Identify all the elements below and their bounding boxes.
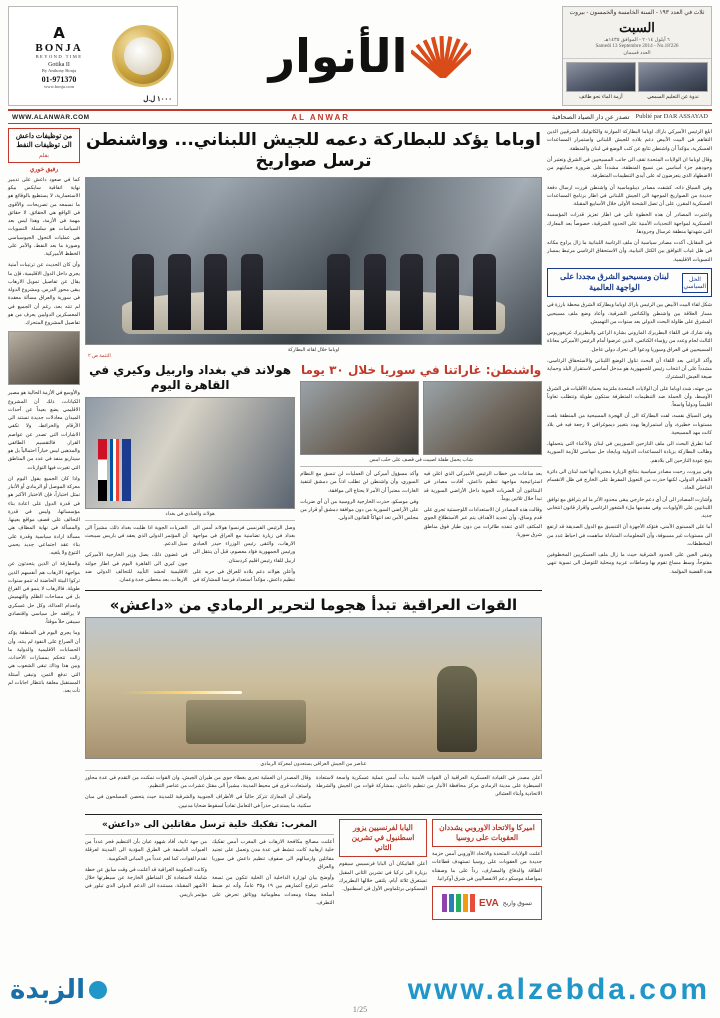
ad-sublabel: تسوق واربح xyxy=(502,900,533,907)
iraq-headline[interactable]: القوات العراقية تبدأ هجوما لتحرير الرمادي من «داعش» xyxy=(109,595,518,614)
iraq-photo-caption: عناصر من الجيش العراقي يستعدون لمعركة الرمادي xyxy=(260,761,367,767)
iraq-block xyxy=(85,596,542,810)
newspaper-logo-arabic: الأنوار xyxy=(268,29,408,83)
watch-product-image xyxy=(112,25,174,87)
hollande-para: وأعلن هولاند دعم بلاده للعراق في حربه على تنظيم داعش، مؤكداً استعداد فرنسا للمشاركة في الضربات الجوية اذا طلبت بغداد ذلك، مشيراً الى أن المؤتمر الدولي الذي يعقد في باريس سيبحث سبل الدعم. xyxy=(85,524,296,584)
newspaper-logo-english: AL ANWAR xyxy=(291,112,351,122)
lead-photo xyxy=(85,177,542,345)
opinion-body xyxy=(8,176,80,328)
iraq-photo-soldier xyxy=(437,666,477,752)
hollande-para: وصل الرئيس الفرنسي فرنسوا هولاند أمس الى بغداد في زيارة تضامنية مع العراق في مواجهة الارهاب، والتقى رئيس الوزراء حيدر العبادي ورئيس الجمهورية فؤاد معصوم، قبل أن ينتقل الى اربيل للقاء رئيس اقليم كردستان. xyxy=(192,524,296,564)
iraq-para: أعلن مصدر في القيادة العسكرية العراقية أن القوات الأمنية بدأت أمس عملية عسكرية واسعة لاستعادة السيطرة على مدينة الرمادي مركز محافظة الأنبار من تنظيم داعش، بمشاركة قوات من الجيش والشرطة الاتحادية وأبناء العشائر. xyxy=(316,774,542,798)
hollande-headline[interactable]: هولاند في بغداد واربيل وكيري في القاهرة اليوم xyxy=(89,362,292,393)
left-column xyxy=(547,128,712,928)
left-para: وأكد الراعي بعد اللقاء أن البحث تناول الوضع اللبناني والاستحقاق الرئاسي، مشدداً على أن انتخاب رئيس للجمهورية هو مدخل أساسي لاستقرار البلد وحماية صيغة العيش المشترك. xyxy=(547,357,712,381)
lead-photo-figures xyxy=(86,178,541,344)
france-block xyxy=(339,819,427,920)
left-para: وقال اوباما ان الولايات المتحدة تقف الى جانب المسيحيين في الشرق وتعتبر أن وجودهم جزء أساسي من نسيج المنطقة، مشدداً على ضرورة حمايتهم من الاضطهاد الذي يتعرضون له على أيدي التنظيمات المتطرفة. xyxy=(547,156,712,180)
lebanon-feature-body xyxy=(547,301,712,576)
ad-color-bars-icon xyxy=(442,894,475,912)
lebanon-feature-tab: الحل السياسي xyxy=(682,273,708,293)
iraq-extra-para: من جهة ثانية، أفاد شهود عيان بأن التنظيم فجر عدداً من العبوات الناسفة في الطرق المؤدية الى المدينة لعرقلة تقدم القوات، كما لغم عدداً من المباني الحكومية. xyxy=(85,839,207,862)
dateline-date-french: Samedi 13 Septembre 2014 - No.18'226 xyxy=(595,43,679,50)
opinion-para: والأوسع في الأزمة الحالية هو مصير الكيانات، ذلك أن المشروع الاقليمي يضع بعيداً عن أحداث الميدان معادلات جديدة تستند الى الأرقام والخرائط، ولا تكفي الاشارات التي تصدر عن عواصم القرار. فالتقسيم الطائفي والمذهبي ليس خياراً احتمالياً بل هو سيناريو منفذ في عدد من المناطق التي تغيرت فيها التوازنات. xyxy=(8,390,80,471)
opinion-title: من توظيفات داعش الى توظيفات النفط xyxy=(15,132,73,150)
thumb-image-1 xyxy=(566,62,636,92)
left-para: وتبقى العين على الحدود الشرقية حيث ما زال ملف العسكريين المخطوفين مفتوحاً، وسط مساع تقوم بها وساطات عربية ومحلية للتوصل الى تسوية تنهي هذه القضية المؤلمة. xyxy=(547,552,712,575)
left-para: كما تطرق البحث الى ملف النازحين السوريين في لبنان والأعباء التي يتحملها، وطالب البطاركة بزيادة المساعدات الدولية وبايجاد حل سياسي للأزمة السورية يتيح عودة النازحين الى بلادهم. xyxy=(547,441,712,464)
hollande-photo-caption: هولاند والعبادي في بغداد xyxy=(165,511,215,517)
left-top-text xyxy=(547,128,712,264)
masthead-logo-area xyxy=(184,6,556,106)
france-headline[interactable]: اليابا لفرنسيين يزور اسطنبول في تشرين الثاني xyxy=(351,822,415,853)
washington-para: وأكد مسؤول أميركي أن العمليات لن تنسق مع النظام السوري، وأن واشنطن لن تطلب اذناً من دمشق لتنفيذ الغارات، معتبراً أن الأمر لا يحتاج الى موافقة. xyxy=(300,471,419,494)
france-para: أعلن الفاتيكان أن البابا فرنسيس سيقوم بزيارة الى تركيا في تشرين الثاني المقبل تستغرق ثلاثة أيام، يلتقي خلالها البطريرك المسكوني برثلماوس الأول في اسطنبول. xyxy=(339,861,427,893)
dateline-weekday: السبت xyxy=(619,19,655,35)
page-columns xyxy=(8,128,712,928)
left-para: وفي السياق ذاته، كشفت مصادر ديبلوماسية أن واشنطن قررت ارسال دفعة جديدة من الصواريخ الموجهة الى الجيش اللبناني في اطار برنامج المساعدات العسكرية المقرر، على أن تصل الشحنة الأولى خلال الأسابيع المقبلة. xyxy=(547,184,712,207)
hollande-para: في غضون ذلك، يصل وزير الخارجية الأميركي جون كيري الى القاهرة اليوم في اطار جولته الاقليمية لحشد التأييد للتحالف الدولي ضد الارهاب، بعد محطتي جدة وعمان. xyxy=(85,552,188,584)
iraq-photo xyxy=(85,617,542,759)
iraq-para: وأضاف أن المعارك تتركز حالياً في الأطراف الجنوبية والشرقية للمدينة حيث يتحصن المسلحون في مبان سكنية، ما يستدعي حذراً في التعامل تفادياً لسقوط ضحايا مدنيين. xyxy=(85,794,311,809)
opinion-para: وأن كان الحديث عن ترتيبات أمنية يجري داخل الدول الاقليمية، فإن ما يقال عن تفاصيل تمويل الارهاب يبقى محور الدرس. ومشروع الدولة في سورية والعراق مسألة معقدة لم تنته بعد، رغم أن الجميع في المعسكرين الدوليين يعرف من هو تفاصيل المشروع المتحرك. xyxy=(8,262,80,327)
left-para: وقد شارك في اللقاء البطريرك الماروني بشارة الراعي والبطريرك غريغوريوس الثالث لحام وعدد من رؤساء الكنائس، الذين عرضوا أمام الرئيس الأميركي معاناة المسيحيين في العراق وسوريا ودعوا الى تحرك دولي عاجل. xyxy=(547,330,712,353)
page-number: 1/25 xyxy=(352,1005,368,1014)
watermark-brand-arabic: الزبدة xyxy=(10,975,85,1005)
masthead-thumb-2[interactable] xyxy=(638,62,708,101)
opinion-column xyxy=(8,128,80,928)
morocco-body xyxy=(85,838,334,907)
washington-para: وفي موسكو، حذرت الخارجية الروسية من أن أي ضربات على الأراضي السورية من دون موافقة دمشق أو قرار من مجلس الأمن تعد انتهاكاً للقانون الدولي. xyxy=(300,498,419,522)
iraq-extra-para: وكانت الحكومة العراقية قد أعلنت في وقت سابق عن خطة شاملة لاستعادة كل المناطق الخارجة عن سيطرتها خلال الأشهر المقبلة، مستندة الى الدعم الدولي الذي تبلور في مؤتمر باريس. xyxy=(85,866,207,898)
left-para: وفي السياق نفسه، لفت البطاركة الى أن الهجرة المسيحية من المنطقة بلغت مستويات خطيرة، وأن استمرارها يهدد بتغيير ديموغرافي لا رجعة فيه في بلاد كانت مهد المسيحية. xyxy=(547,413,712,436)
opinion-header xyxy=(8,128,80,163)
iraq-para: وقال المصدر ان العملية تجري بغطاء جوي من طيران الجيش، وان القوات تمكنت من التقدم في عدة محاور واستعادت قرى في محيط المدينة، مشيراً الى مقتل عشرات من عناصر التنظيم. xyxy=(85,774,311,790)
bottom-stories-row xyxy=(85,819,542,920)
ad-brand-block xyxy=(12,24,106,89)
dateline-date-arabic: ٦ أيلول ٢٠١٤ - الموافق ١٤٣٥هـ xyxy=(604,36,670,43)
morocco-block xyxy=(85,819,334,920)
dateline-issue-line: ثلاث في العدد ١٩٣ - السنة الخامسة والخمسون - بيروت xyxy=(569,10,705,16)
website-url[interactable]: WWW.ALANWAR.COM xyxy=(12,113,90,121)
flags-group-icon xyxy=(98,439,131,501)
thumb-caption-2: ندوة عن التعليم السمعي xyxy=(647,94,699,101)
iraq-photo-vehicle xyxy=(186,700,306,744)
left-para: أما على المستوى الأمني، فتؤكد الأجهزة أن التنسيق مع الدول الصديقة قد ارتفع الى مستويات غير مسبوقة، وأن المعلومات المتبادلة ساهمت في احباط عدد من المخططات. xyxy=(547,524,712,547)
sanctions-box xyxy=(432,819,542,847)
publisher-french: Publié par DAR ASSAYAD xyxy=(635,113,708,120)
dateline-pages: العدد قسمان xyxy=(623,49,651,56)
ad-phone: 01-971370 xyxy=(41,74,77,84)
left-para: ابلغ الرئيس الأميركي باراك اوباما البطاركة الموارنة والكاثوليك الشرقيين الذين التقاهم في البيت الأبيض دعم بلاده للجيش اللبناني واستمرار المساعدات العسكرية، مؤكداً أن واشنطن تتابع عن كثب الوضع في لبنان والمنطقة. xyxy=(547,129,712,152)
france-body xyxy=(339,860,427,893)
ad-website[interactable]: www.bonja.com xyxy=(43,83,75,89)
washington-photo-left xyxy=(423,381,542,455)
washington-body xyxy=(300,470,542,539)
iraq-photo-tracer xyxy=(122,691,242,694)
left-para: وأشارت المصادر الى أن أي دعم خارجي يبقى محدود الأثر ما لم يترافق مع توافق اللبنانيين على الأولويات، وفي مقدمها ملء الشغور الرئاسي واقرار قانون انتخابي جديد. xyxy=(547,496,712,520)
opinion-body-cont xyxy=(8,389,80,695)
opinion-para: كما في صعود داعش على تدمير نهاية اتفاقية سايكس بيكو الاستعمارية، لا يستطيع بالوقائع هو ما نسمعه من تصريحات، والأقوى في الواقع هي الحقائق. لا حقائق مهمة في الأزمة، وهذا ليس بعد السياسات هو سلسلة التسويات هي عمليات التحول الجيوسياسي وصورة ما بعد النفط، والأمر على الخطط الأميركية. xyxy=(8,176,80,258)
washington-headline[interactable]: واشنطن: غاراتنا في سوريا خلال ٣٠ يوما xyxy=(300,362,542,377)
hollande-body xyxy=(85,524,295,586)
thumb-image-2 xyxy=(638,62,708,92)
lead-photo-caption: اوباما خلال لقائه البطاركة xyxy=(287,347,340,353)
sanctions-para: أعلنت الولايات المتحدة والاتحاد الأوروبي أمس حزمة جديدة من العقوبات على روسيا تستهدف قطاعات الطاقة والدفاع والمصارف، رداً على ما وصفتاه بمواصلة موسكو دعم الانفصاليين في شرق أوكرانيا. xyxy=(432,851,542,882)
left-para: في المقابل، أكدت مصادر سياسية أن ملف الرئاسة اللبنانية ما زال يراوح مكانه في ظل غياب التوافق بين الكتل النيابية، وأن الاستحقاق الرئاسي مرتبط بمسار التسويات الاقليمية. xyxy=(547,240,712,263)
ad-model: Gotika II xyxy=(48,61,70,68)
masthead-dateline-box xyxy=(562,6,712,106)
opinion-byline: رفيق خوري xyxy=(29,166,59,173)
washington-photo-right xyxy=(300,381,419,455)
morocco-headline[interactable]: المغرب: تفكيك خلية ترسل مقاتلين الى «داعش» xyxy=(102,819,317,830)
france-box xyxy=(339,819,427,857)
lebanon-feature-box xyxy=(547,268,712,298)
left-para: وفي بيروت، رحبت مصادر سياسية بنتائج الزيارة معتبرة أنها تعيد لبنان الى دائرة الاهتمام الدولي، لكنها حذرت من التعويل المفرط على الخارج في ظل الانقسام الداخلي الحاد. xyxy=(547,468,712,492)
sanctions-headline[interactable]: اميركا والاتحاد الاوروبي يشددان العقوبات على روسيا xyxy=(439,822,535,843)
lebanon-feature-headline[interactable]: لبنان ومسيحيو الشرق مجددا على الواجهة العالمية xyxy=(560,271,669,292)
hollande-block xyxy=(85,363,295,586)
main-column xyxy=(85,128,542,928)
sanctions-body xyxy=(432,850,542,883)
washington-photo-left-wrap xyxy=(423,381,542,455)
opinion-sub: بقلم xyxy=(39,152,49,159)
left-para: من جهته، شدد اوباما على أن الولايات المتحدة ملتزمة بحماية الأقليات في الشرق الأوسط، وأن الحملة ضد التنظيمات المتطرفة ستكون طويلة وتتطلب تعاوناً اقليمياً ودولياً واسعاً. xyxy=(547,385,712,409)
hollande-photo xyxy=(85,397,295,509)
issue-price: ١٠٠٠ ل.ل xyxy=(143,95,172,103)
hollande-washington-row xyxy=(85,363,542,586)
iraq-body-left xyxy=(85,774,542,810)
lead-headline[interactable]: اوباما يؤكد للبطاركة دعمه للجيش اللبناني... وواشنطن ترسل صواريخ xyxy=(86,130,541,172)
bottom-advertisement[interactable] xyxy=(432,886,542,920)
washington-photo-right-wrap xyxy=(300,381,419,455)
sanctions-block xyxy=(432,819,542,920)
lead-continue-tag[interactable]: التتمة ص ٢ xyxy=(88,353,111,359)
publisher-arabic: تصدر عن دار الصياد الصحافية xyxy=(551,114,630,121)
ad-designer: By Anthony Bonja xyxy=(41,67,77,73)
masthead-thumb-1[interactable] xyxy=(566,62,636,101)
sunburst-icon xyxy=(411,34,471,78)
masthead xyxy=(8,6,712,106)
left-para: شكل لقاء البيت الأبيض بين الرئيس باراك اوباما وبطاركة الشرق محطة بارزة في مسار العلاقة بين واشنطن والكنائس الشرقية، وأعاد وضع ملف مسيحيي المشرق على طاولة البحث الدولي بعد سنوات من التهميش. xyxy=(547,302,712,325)
left-para: واعتبرت المصادر أن هذه الخطوة تأتي في اطار تعزيز قدرات المؤسسة العسكرية لمواجهة التحديات الأمنية على الحدود الشرقية، خصوصاً بعد المعارك التي شهدتها منطقة عرسال وجرودها. xyxy=(547,212,712,235)
thumb-caption-1: أزمة الماء نحو طائف xyxy=(579,94,623,101)
washington-block xyxy=(300,363,542,586)
ad-label: EVA xyxy=(478,897,499,909)
opinion-para: والمفارقة ان الذين يتحدثون عن مواجهة الارهاب هم أنفسهم الذين تركوا البيئة الحاضنة له تنمو سنوات طويلة. فالارهاب لا ينمو في الفراغ بل في مساحات الظلم والتهميش وانعدام العدالة، وكل حل عسكري لا يرافقه حل سياسي واقتصادي سيبقى حلاً موقتاً. xyxy=(8,561,80,626)
opinion-para: وما يجري اليوم في المنطقة يؤكد أن الصراع على النفوذ لم ينته، وأن الحسابات الاقليمية والدولية ما زالت تتحكم بمسارات الأحداث. وبين هذا وذاك تبقى الشعوب هي التي تدفع الثمن، وتبقى أسئلة المستقبل معلقة بانتظار اجابات لم تأت بعد. xyxy=(8,630,80,695)
watermark-dot-icon xyxy=(89,981,107,999)
dateline xyxy=(563,7,711,59)
opinion-photo xyxy=(8,331,80,385)
masthead-advertisement[interactable] xyxy=(8,6,178,106)
ad-logo-mark: A xyxy=(53,23,65,42)
washington-para: بعد ساعات من خطاب الرئيس الأميركي الذي اعلن فيه استراتيجية مواجهة تنظيم داعش، أفادت مصادر في البنتاغون أن الضربات الجوية داخل الأراضي السورية قد تبدأ خلال ثلاثين يوماً. xyxy=(423,471,542,502)
morocco-para: وأوضح بيان لوزارة الداخلية أن الخلية تتكون من تسعة عناصر تتراوح أعمارهم بين ١٩ و٣٥ عاماً، وأنه تم ضبط أسلحة بيضاء ومعدات معلوماتية ووثائق تحرض على التطرف. xyxy=(212,875,335,906)
washington-para: وقالت هذه المصادر ان الاستعدادات اللوجستية تجري على قدم وساق، وأن تحديد الأهداف يتم عبر الاستطلاع الجوي المكثف الذي تنفذه طائرات من دون طيار فوق مناطق شرق سوريا. xyxy=(423,507,542,538)
ad-tagline: BEYOND TIME xyxy=(35,53,83,59)
masthead-navbar xyxy=(8,109,712,124)
opinion-para: واذا كان الجميع يقول اليوم ان معركة الموصل أو الرمادي أو الأنبار تمثل اختباراً، فإن الاختبار الأكبر هو في قدرة الدول على اعادة بناء مؤسساتها، وليس في قدرة التحالف على قصف مواقع بعينها. والمسألة في نهاية المطاف هي مسألة ارادة سياسية وقدرة على بناء عقد اجتماعي جديد يحمي التنوع ولا يلغيه. xyxy=(8,475,80,557)
ad-brand-name: BONJA xyxy=(35,41,83,54)
washington-photo-caption: شاب يحمل طفلة اصيبت في قصف على حلب امس xyxy=(369,458,473,464)
watermark-url[interactable]: www.alzebda.com xyxy=(407,973,710,1006)
watermark-logo xyxy=(10,975,107,1005)
morocco-para: أعلنت مصالح مكافحة الارهاب في المغرب أمس تفكيك خلية ارهابية كانت تنشط في عدة مدن وتعمل على تجنيد مقاتلين وارسالهم الى صفوف تنظيم داعش في سوريا والعراق. xyxy=(212,839,334,870)
